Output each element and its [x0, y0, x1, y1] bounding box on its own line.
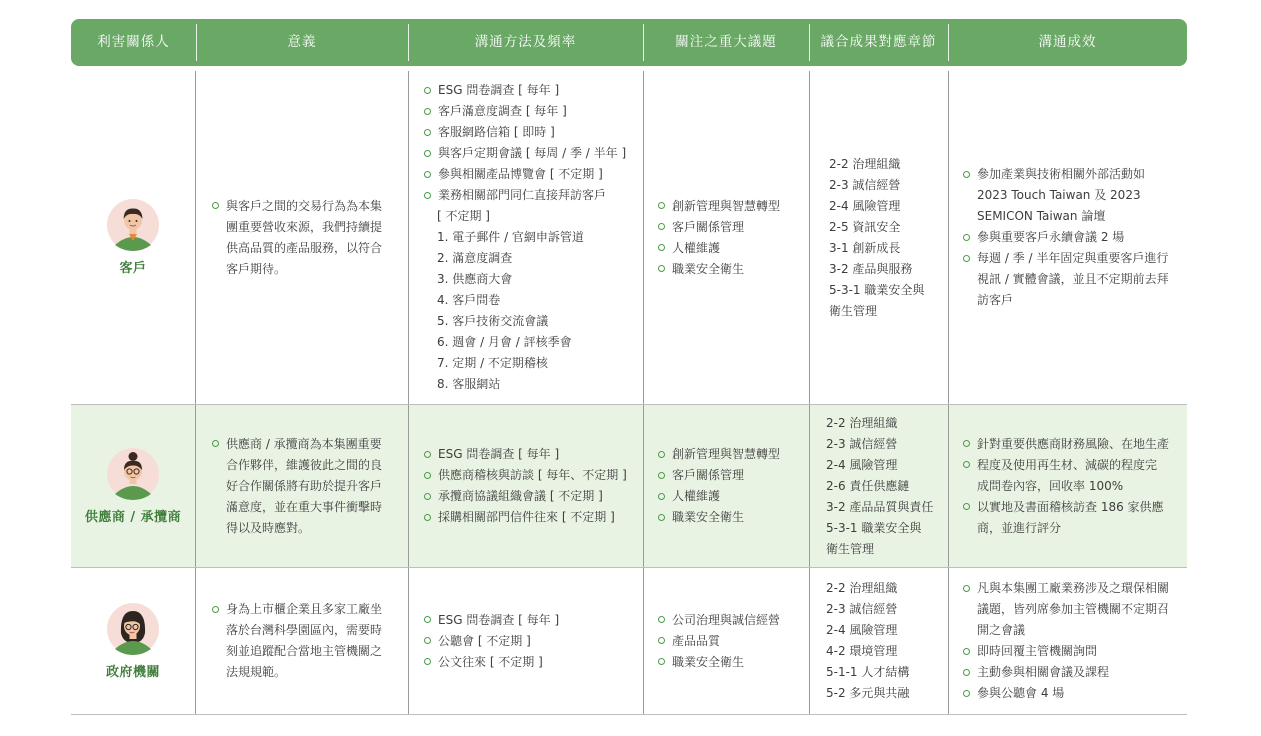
- method-subitem: 3. 供應商大會: [437, 272, 513, 286]
- method-item: ESG 問卷調查 [ 每年 ]: [438, 83, 560, 97]
- chapter-item: 3-1 創新成長: [829, 240, 901, 255]
- result-line: 視訊 / 實體會議，並且不定期前去拜: [977, 272, 1169, 286]
- column-divider: [408, 405, 409, 567]
- chapter-item: 2-2 治理組織: [829, 156, 901, 171]
- meaning-line: 落於台灣科學園區內，需要時: [226, 623, 383, 637]
- bullet-icon: [963, 440, 970, 447]
- bullet-icon: [658, 244, 665, 251]
- methods-cell: [424, 71, 643, 404]
- chapter-item: 衛生管理: [829, 303, 878, 318]
- bullet-icon: [658, 451, 665, 458]
- method-item: ESG 問卷調查 [ 每年 ]: [438, 447, 560, 461]
- bullet-icon: [658, 514, 665, 521]
- result-line: 針對重要供應商財務風險、在地生產: [977, 436, 1170, 451]
- method-item: 公聽會 [ 不定期 ]: [438, 633, 531, 648]
- header-results: 溝通成效: [1038, 34, 1097, 50]
- bullet-icon: [424, 472, 431, 479]
- method-subitem: 7. 定期 / 不定期稽核: [437, 356, 548, 370]
- meaning-line: 身為上市櫃企業且多家工廠坐: [226, 602, 383, 616]
- bullet-icon: [963, 648, 970, 655]
- table-row-customer: [71, 71, 1187, 405]
- bullet-icon: [963, 461, 970, 468]
- bullet-icon: [424, 171, 431, 178]
- result-line: 參與重要客戶永續會議 2 場: [977, 230, 1125, 244]
- bullet-icon: [963, 234, 970, 241]
- column-divider: [643, 71, 644, 404]
- results-cell: [963, 71, 1185, 404]
- bullet-icon: [424, 616, 431, 623]
- chapter-item: 2-4 風險管理: [826, 623, 898, 637]
- issue-item: 人權維護: [672, 489, 721, 503]
- method-sublist: [424, 206, 626, 395]
- results-cell: [963, 405, 1185, 567]
- bullet-icon: [658, 493, 665, 500]
- bullet-icon: [963, 669, 970, 676]
- stakeholder-cell: [71, 568, 195, 714]
- method-item: 承攬商協議組織會議 [ 不定期 ]: [438, 489, 603, 503]
- chapter-item: 2-3 誠信經營: [829, 177, 901, 192]
- bullet-icon: [424, 108, 431, 115]
- chapter-item: 5-2 多元與共融: [826, 686, 910, 700]
- bullet-icon: [658, 223, 665, 230]
- meaning-line: 法規規範。: [226, 665, 287, 679]
- method-subitem: 2. 滿意度調查: [437, 251, 513, 265]
- meaning-line: 合作夥伴，維護彼此之間的良: [226, 457, 383, 472]
- government-avatar-icon: [107, 603, 159, 655]
- bullet-icon: [963, 585, 970, 592]
- table-row-supplier: [71, 405, 1187, 568]
- meaning-cell: [212, 405, 397, 567]
- result-line: 訪客戶: [977, 293, 1014, 307]
- chapter-item: 衛生管理: [826, 541, 875, 556]
- column-divider: [809, 405, 810, 567]
- column-divider: [948, 71, 949, 404]
- chapter-item: 4-2 環境管理: [826, 644, 898, 658]
- result-line: 凡與本集團工廠業務涉及之環保相關: [977, 581, 1170, 595]
- chapter-item: 2-2 治理組織: [826, 581, 898, 595]
- methods-cell: [424, 568, 643, 714]
- method-item: 客戶滿意度調查 [ 每年 ]: [438, 104, 567, 118]
- stakeholder-cell: [71, 71, 195, 404]
- method-subitem: 8. 客服網站: [437, 377, 501, 391]
- header-issues: 關注之重大議題: [675, 34, 777, 50]
- meaning-line: 客戶期待。: [226, 261, 287, 276]
- chapter-item: 2-3 誠信經營: [826, 602, 898, 616]
- issues-cell: [658, 568, 808, 714]
- chapters-cell: [826, 405, 947, 567]
- result-line: 成問卷內容，回收率 100%: [977, 478, 1124, 493]
- issue-item: 產品品質: [672, 633, 721, 648]
- method-subitem: 1. 電子郵件 / 官網申訴管道: [437, 230, 584, 244]
- chapter-item: 2-4 風險管理: [826, 457, 898, 472]
- issue-item: 客戶關係管理: [672, 219, 745, 234]
- stakeholder-cell: [71, 405, 195, 567]
- column-divider: [643, 568, 644, 714]
- stakeholder-name: 政府機關: [105, 664, 160, 680]
- issue-item: 職業安全衛生: [672, 261, 745, 276]
- bullet-icon: [963, 255, 970, 262]
- bullet-icon: [424, 493, 431, 500]
- meaning-cell: [212, 71, 397, 404]
- meaning-line: 供高品質的產品服務，以符合: [226, 240, 383, 255]
- result-line: 議題，皆列席參加主管機關不定期召: [977, 602, 1170, 616]
- result-line: 程度及使用再生材、減碳的程度完: [977, 457, 1158, 472]
- issue-item: 創新管理與智慧轉型: [672, 447, 781, 461]
- stakeholder-name: 客戶: [119, 261, 147, 276]
- bullet-icon: [212, 440, 219, 447]
- bullet-icon: [424, 192, 431, 199]
- bullet-icon: [658, 658, 665, 665]
- bullet-icon: [212, 606, 219, 613]
- result-line: 參與公聽會 4 場: [977, 686, 1065, 700]
- bullet-icon: [658, 202, 665, 209]
- chapter-item: 2-4 風險管理: [829, 198, 901, 213]
- bullet-icon: [658, 265, 665, 272]
- table-row-government: [71, 568, 1187, 715]
- method-item: 客服網路信箱 [ 即時 ]: [438, 125, 555, 139]
- bullet-icon: [424, 637, 431, 644]
- issue-item: 職業安全衛生: [672, 510, 745, 524]
- method-subitem: 5. 客戶技術交流會議: [437, 314, 549, 328]
- column-divider: [195, 568, 196, 714]
- chapter-item: 2-2 治理組織: [826, 415, 898, 430]
- bullet-icon: [658, 637, 665, 644]
- results-cell: [963, 568, 1185, 714]
- method-item: 業務相關部門同仁直接拜訪客戶: [438, 188, 607, 202]
- method-item: 公文往來 [ 不定期 ]: [438, 654, 543, 669]
- bullet-icon: [658, 616, 665, 623]
- column-divider: [195, 71, 196, 404]
- bullet-icon: [658, 472, 665, 479]
- column-divider: [809, 568, 810, 714]
- issue-item: 客戶關係管理: [672, 468, 745, 482]
- bullet-icon: [424, 658, 431, 665]
- stakeholder-name: 供應商 / 承攬商: [84, 509, 182, 525]
- chapters-cell: [826, 568, 947, 714]
- method-subitem: [ 不定期 ]: [437, 209, 490, 223]
- method-item: ESG 問卷調查 [ 每年 ]: [438, 612, 560, 627]
- bullet-icon: [212, 202, 219, 209]
- meaning-line: 團重要營收來源，我們持續提: [226, 219, 383, 234]
- chapter-item: 2-3 誠信經營: [826, 436, 898, 451]
- method-subitem: 6. 週會 / 月會 / 評核季會: [437, 335, 572, 349]
- chapter-item: 3-2 產品品質與責任: [826, 499, 934, 514]
- column-divider: [195, 405, 196, 567]
- meaning-line: 與客戶之間的交易行為為本集: [226, 198, 383, 213]
- bullet-icon: [424, 514, 431, 521]
- chapter-item: 3-2 產品與服務: [829, 261, 913, 276]
- bullet-icon: [424, 150, 431, 157]
- meaning-line: 好合作關係將有助於提升客戶: [226, 478, 383, 493]
- result-line: 商，並進行評分: [977, 520, 1062, 535]
- methods-cell: [424, 405, 643, 567]
- result-line: 即時回覆主管機關詢問: [977, 644, 1098, 658]
- issue-item: 人權維護: [672, 240, 721, 255]
- header-meaning: 意義: [287, 34, 317, 50]
- method-item: 參與相關產品博覽會 [ 不定期 ]: [438, 167, 603, 181]
- chapter-item: 2-5 資訊安全: [829, 219, 901, 234]
- chapter-item: 5-1-1 人才結構: [826, 665, 910, 679]
- bullet-icon: [424, 87, 431, 94]
- issue-item: 創新管理與智慧轉型: [672, 198, 781, 213]
- meaning-line: 供應商 / 承攬商為本集團重要: [226, 436, 382, 451]
- meaning-cell: [212, 568, 397, 714]
- chapter-item: 5-3-1 職業安全與: [826, 520, 922, 535]
- header-methods: 溝通方法及頻率: [474, 34, 577, 50]
- bullet-icon: [963, 171, 970, 178]
- table-header: [71, 19, 1187, 66]
- bullet-icon: [963, 690, 970, 697]
- method-item: 與客戶定期會議 [ 每周 / 季 / 半年 ]: [438, 146, 627, 160]
- result-line: SEMICON Taiwan 論壇: [977, 209, 1106, 223]
- issue-item: 職業安全衛生: [672, 654, 745, 669]
- bullet-icon: [424, 129, 431, 136]
- issues-cell: [658, 71, 808, 404]
- bullet-icon: [424, 451, 431, 458]
- result-line: 參加產業與技術相關外部活動如: [977, 167, 1146, 181]
- result-line: 主動參與相關會議及課程: [977, 665, 1110, 679]
- chapter-item: 2-6 責任供應鏈: [826, 478, 910, 493]
- customer-avatar-icon: [107, 199, 159, 251]
- bullet-icon: [963, 503, 970, 510]
- result-line: 每週 / 季 / 半年固定與重要客戶進行: [977, 251, 1169, 265]
- meaning-line: 得以及時應對。: [226, 520, 311, 535]
- chapters-cell: [829, 71, 947, 404]
- meaning-line: 刻並追蹤配合當地主管機關之: [226, 644, 383, 658]
- supplier-avatar-icon: [107, 448, 159, 500]
- issues-cell: [658, 405, 808, 567]
- column-divider: [408, 568, 409, 714]
- header-stakeholder: 利害關係人: [97, 34, 170, 50]
- column-divider: [643, 405, 644, 567]
- chapter-item: 5-3-1 職業安全與: [829, 282, 925, 297]
- result-line: 開之會議: [977, 623, 1026, 637]
- issue-item: 公司治理與誠信經營: [672, 612, 781, 627]
- method-subitem: 4. 客戶問卷: [437, 293, 501, 307]
- meaning-line: 滿意度，並在重大事件衝擊時: [226, 499, 383, 514]
- method-item: 採購相關部門信件往來 [ 不定期 ]: [438, 510, 615, 524]
- column-divider: [948, 405, 949, 567]
- column-divider: [809, 71, 810, 404]
- result-line: 以實地及書面稽核訪查 186 家供應: [977, 499, 1164, 514]
- header-chapters: 議合成果對應章節: [820, 34, 937, 50]
- result-line: 2023 Touch Taiwan 及 2023: [977, 188, 1141, 202]
- column-divider: [948, 568, 949, 714]
- column-divider: [408, 71, 409, 404]
- method-item: 供應商稽核與訪談 [ 每年、不定期 ]: [438, 468, 627, 482]
